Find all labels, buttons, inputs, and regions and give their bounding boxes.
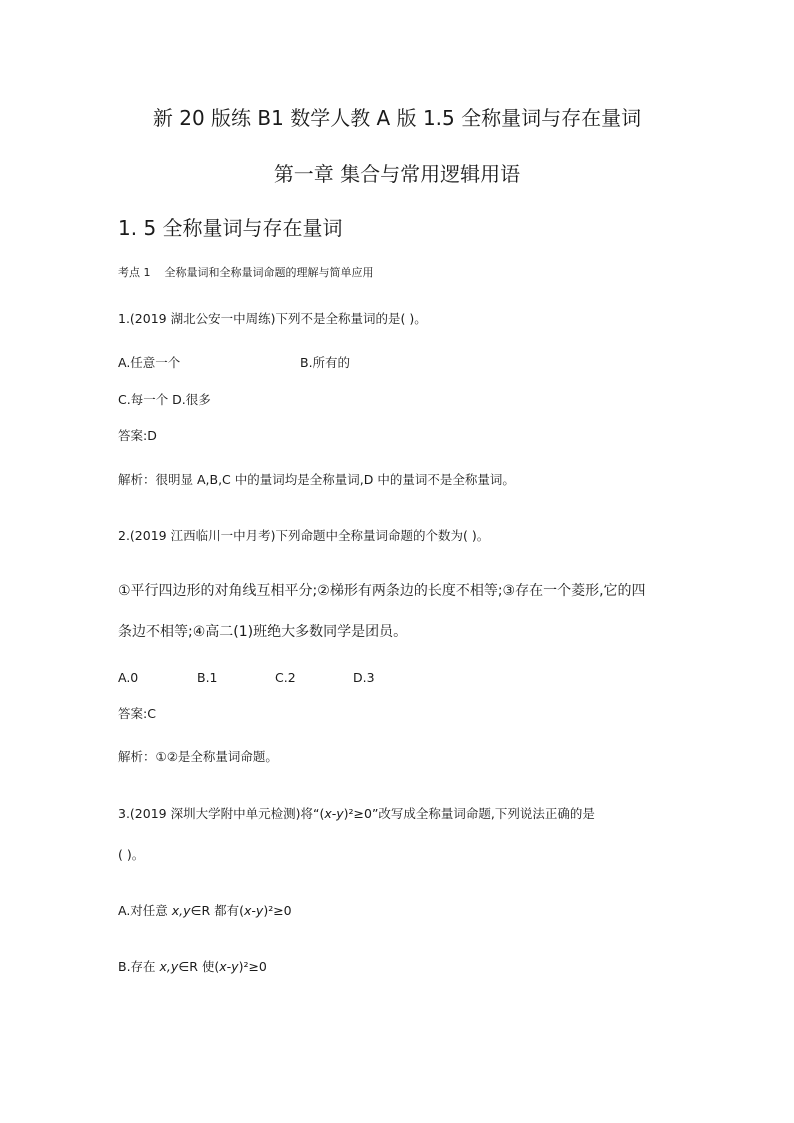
kaodian-heading [118,265,374,281]
question-1-option-b: B.所有的 [300,355,351,370]
document-title: 新 20 版练 B1 数学人教 A 版 1.5 全称量词与存在量词 [152,106,642,130]
question-2-body-line-1: ①平行四边形的对角线互相平分;②梯形有两条边的长度不相等;③存在一个菱形,它的四 [118,583,646,599]
question-2-analysis: 解析：①②是全称量词命题。 [118,749,278,764]
chapter-title: 第一章 集合与常用逻辑用语 [273,162,521,186]
question-3-option-a-mid: ∈R 都有( [190,903,244,918]
question-3-option-b-post: )²≥0 [238,959,267,974]
question-1-stem: 1.(2019 湖北公安一中周练)下列不是全称量词的是( )。 [118,311,427,326]
question-3-option-a-expr: x-y [244,903,264,918]
question-3-option-b-vars: x,y [159,959,179,974]
question-2-option-d: D.3 [353,670,375,685]
question-1-option-a: A.任意一个 [118,355,181,370]
section-title: 1. 5 全称量词与存在量词 [118,216,343,240]
question-3-option-a-vars: x,y [171,903,191,918]
question-1-option-cd: C.每一个 D.很多 [118,392,211,407]
question-3-stem-line-1 [118,805,595,823]
question-3-stem-prefix: 3.(2019 深圳大学附中单元检测)将“( [118,806,325,821]
question-1-answer: 答案:D [118,428,157,443]
question-3-option-a [118,902,292,920]
question-3-stem-expression: x-y [324,806,344,821]
question-2-option-c: C.2 [275,670,296,685]
question-2-option-b: B.1 [197,670,218,685]
question-2-answer: 答案:C [118,706,156,721]
question-3-stem-line-2: ( )。 [118,847,145,862]
kaodian-label: 考点 1 [118,266,151,279]
question-1-analysis: 解析：很明显 A,B,C 中的量词均是全称量词,D 中的量词不是全称量词。 [118,472,515,487]
question-2-stem: 2.(2019 江西临川一中月考)下列命题中全称量词命题的个数为( )。 [118,528,490,543]
question-3-option-b-pre: B.存在 [118,959,160,974]
question-2-option-a: A.0 [118,670,139,685]
question-3-stem-suffix: )²≥0”改写成全称量词命题,下列说法正确的是 [343,806,595,821]
question-3-option-b-expr: x-y [219,959,239,974]
question-3-option-a-post: )²≥0 [263,903,292,918]
question-3-option-b-mid: ∈R 使( [178,959,220,974]
question-3-option-a-pre: A.对任意 [118,903,172,918]
question-3-option-b [118,958,267,976]
question-2-body-line-2: 条边不相等;④高二(1)班绝大多数同学是团员。 [118,624,408,640]
kaodian-text: 全称量词和全称量词命题的理解与简单应用 [164,266,374,279]
